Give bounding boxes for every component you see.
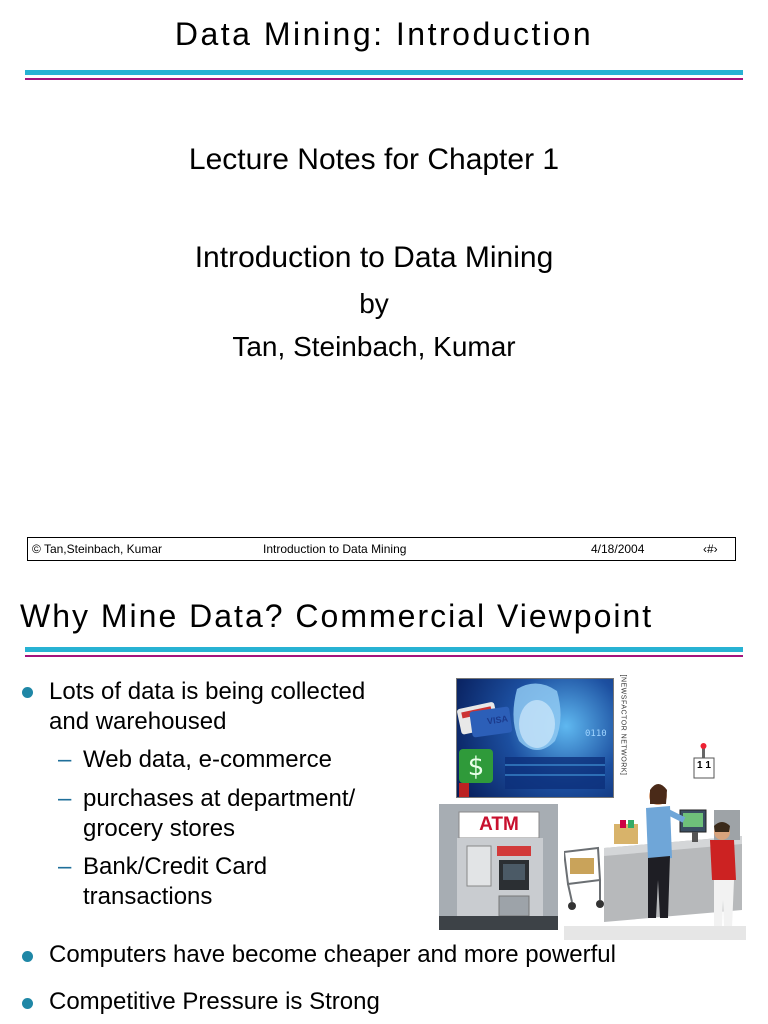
sub-bullet-2-line-2: grocery stores	[83, 815, 236, 842]
footer-page-number: ‹#›	[703, 542, 718, 556]
footer-copyright: © Tan,Steinbach, Kumar	[32, 542, 163, 556]
lane-number-sign: 1 1	[697, 760, 711, 771]
lecture-notes-heading: Lecture Notes for Chapter 1	[188, 143, 560, 176]
title-rule-cyan	[25, 70, 743, 75]
slide-2-rule-magenta	[25, 655, 743, 657]
sub-bullet-dash: –	[58, 853, 72, 880]
bullet-1-line-1: Lots of data is being collected	[49, 678, 366, 705]
title-rule-magenta	[25, 78, 743, 80]
authors: Tan, Steinbach, Kumar	[232, 331, 516, 362]
bullet-1-line-2: and warehoused	[49, 708, 227, 735]
sub-bullet-1: Web data, e-commerce	[83, 746, 332, 773]
sub-bullet-dash: –	[58, 746, 72, 773]
atm-sign: ATM	[479, 814, 519, 835]
sub-bullet-dash: –	[58, 785, 72, 812]
by-text: by	[359, 288, 389, 319]
cyber-digits: 0110	[585, 729, 607, 739]
slide-footer	[27, 537, 736, 561]
sub-bullet-3-line-2: transactions	[83, 883, 213, 910]
bullet-3: Competitive Pressure is Strong	[49, 988, 380, 1015]
bullet-dot	[22, 951, 33, 962]
svg-text:$: $	[467, 752, 485, 782]
photo-credit: [NEWSFACTOR NETWORK]	[619, 674, 627, 776]
atm-image	[439, 804, 558, 930]
footer-book: Introduction to Data Mining	[263, 542, 407, 556]
slide-1-title: Data Mining: Introduction	[174, 16, 594, 52]
bullet-dot	[22, 998, 33, 1009]
grocery-checkout-illustration	[564, 740, 746, 940]
slide-2-title: Why Mine Data? Commercial Viewpoint	[20, 598, 654, 634]
sub-bullet-3-line-1: Bank/Credit Card	[83, 853, 268, 880]
bullet-2: Computers have become cheaper and more powerful	[49, 941, 616, 968]
grocery-checkout-image	[564, 740, 746, 940]
sub-bullet-2-line-1: purchases at department/	[83, 785, 356, 812]
visa-card-label: VISA	[486, 713, 509, 727]
bullet-dot	[22, 687, 33, 698]
footer-date: 4/18/2004	[591, 542, 645, 556]
book-title: Introduction to Data Mining	[194, 241, 554, 274]
slide-2-rule-cyan	[25, 647, 743, 652]
